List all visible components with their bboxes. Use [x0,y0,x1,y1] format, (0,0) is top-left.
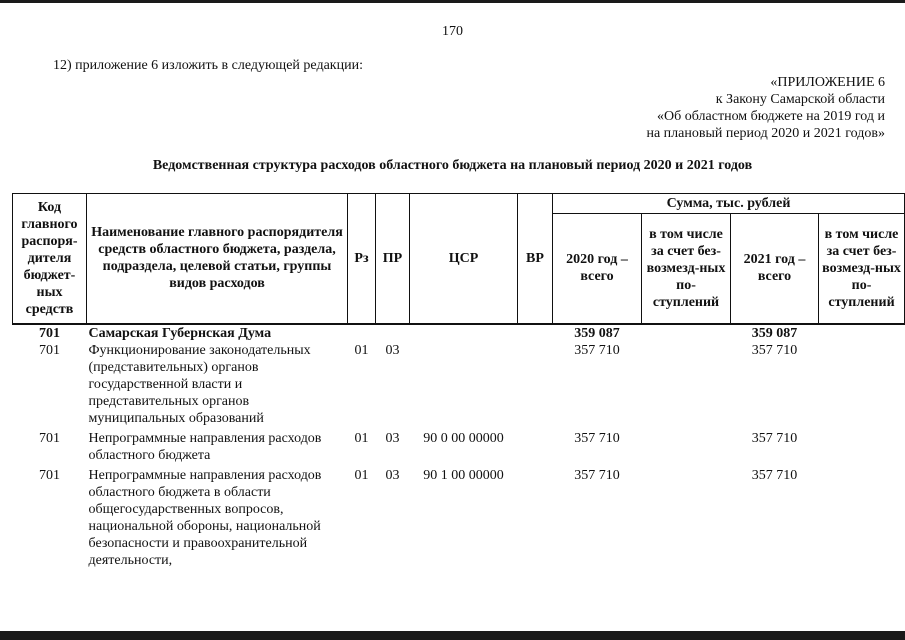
header-csr: ЦСР [410,194,518,324]
row-2020-free [642,430,731,467]
row-rz: 01 [354,467,369,483]
header-code: Код главного распоря-дителя бюджет-ных средств [13,194,87,324]
row-vr [518,430,553,467]
row-2021-free [819,467,905,569]
row-code: 701 [39,430,60,446]
row-2021-total: 357 710 [751,467,798,483]
header-sum-group: Сумма, тыс. рублей [553,194,905,214]
header-2020-free: в том числе за счет без-возмезд-ных по-ступлений [642,214,731,324]
row-code: 701 [13,324,87,342]
row-2021-free [819,430,905,467]
row-2021-total: 359 087 [731,324,819,342]
row-2020-total: 359 087 [553,324,642,342]
budget-table [12,193,905,569]
appendix-header [646,74,885,142]
header-vr: ВР [518,194,553,324]
table-title: Ведомственная структура расходов областного бюджета на плановый период 2020 и 2021 годов [152,158,753,173]
row-2021-total: 357 710 [751,430,798,446]
scan-top-edge [0,0,905,3]
row-pr: 03 [385,467,400,483]
row-csr: 90 1 00 00000 [423,467,504,483]
row-rz: 01 [354,342,369,358]
row-2021-free [819,324,905,342]
row-2020-total: 357 710 [574,430,620,446]
row-2020-free [642,467,731,569]
row-2021-total: 357 710 [751,342,798,358]
row-vr [518,467,553,569]
table-row [13,324,905,342]
row-vr [518,342,553,430]
header-rz: Рз [348,194,376,324]
row-name: Непрограммные направления расходов областного бюджета в области общегосударственных вопросов, национальной обороны, национальной безопасности и правоохранительной деятельности, [88,467,322,568]
header-name: Наименование главного распорядителя средств областного бюджета, раздела, подраздела, целевой статьи, группы видов расходов [87,194,348,324]
row-vr [518,324,553,342]
row-name: Функционирование законодательных (представительных) органов государственной власти и представительных органов муниципальных образований [88,342,311,426]
appendix-line-4: на плановый период 2020 и 2021 годов» [646,126,885,141]
row-rz: 01 [354,430,369,446]
table-row [13,467,905,569]
header-pr: ПР [376,194,410,324]
row-pr: 03 [385,342,400,358]
table-row [13,342,905,430]
row-name: Самарская Губернская Дума [87,324,348,342]
header-2020-total: 2020 год – всего [553,214,642,324]
appendix-line-1: «ПРИЛОЖЕНИЕ 6 [770,75,885,90]
row-2020-free [642,342,731,430]
row-2020-total: 357 710 [574,467,620,483]
row-code: 701 [39,467,60,483]
row-rz [348,324,376,342]
table-row [13,430,905,467]
row-pr: 03 [385,430,400,446]
row-csr: 90 0 00 00000 [423,430,504,446]
row-code: 701 [39,342,60,358]
scan-bottom-edge [0,631,905,640]
row-2021-free [819,342,905,430]
row-pr [376,324,410,342]
appendix-line-3: «Об областном бюджете на 2019 год и [657,109,885,124]
row-csr [410,342,518,430]
row-2020-total: 357 710 [574,342,620,358]
appendix-line-2: к Закону Самарской области [715,92,885,107]
intro-text: 12) приложение 6 изложить в следующей редакции: [53,58,363,73]
header-2021-total: 2021 год – всего [731,214,819,324]
page-number: 170 [442,24,463,39]
row-name: Непрограммные направления расходов областного бюджета [88,430,322,463]
header-2021-free: в том числе за счет без-возмезд-ных по-ступлений [819,214,905,324]
row-csr [410,324,518,342]
row-2020-free [642,324,731,342]
